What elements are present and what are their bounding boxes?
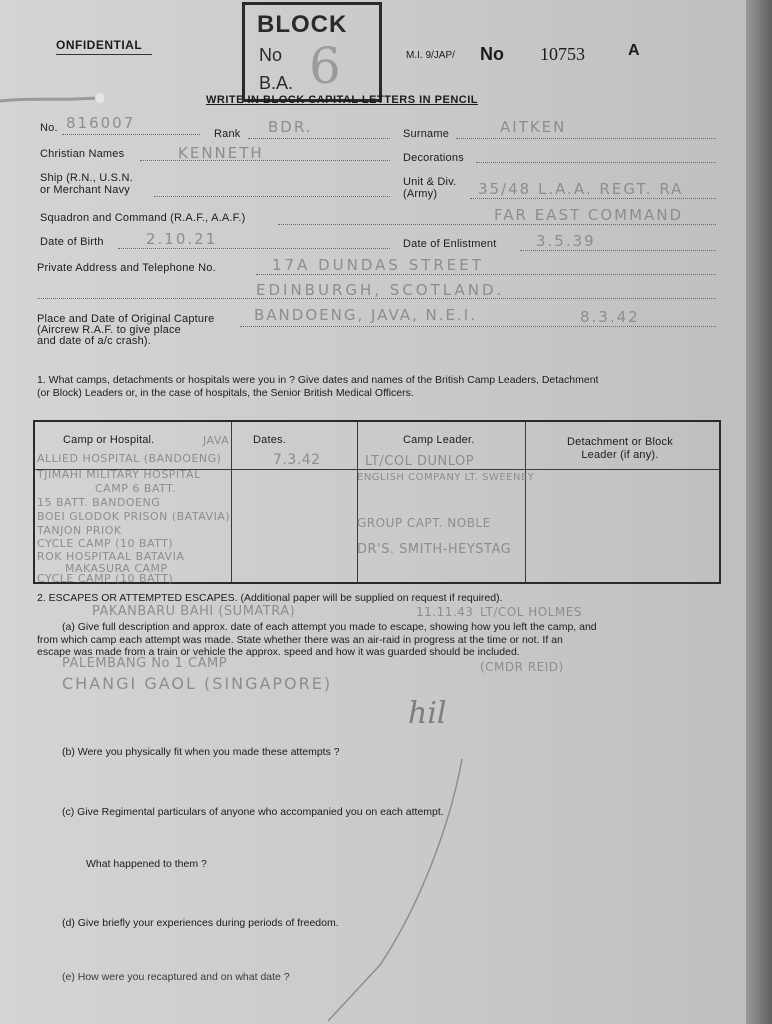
question-1-line-2: (or Block) Leaders or, in the case of hospitals, the Senior British Medical Officers. — [37, 387, 414, 399]
escape-date: 11.11.43 — [416, 605, 474, 619]
stamp-no: No — [259, 45, 283, 65]
camp-entry: TANJON PRIOK — [37, 524, 122, 537]
leader-entry: DR'S. SMITH-HEYSTAG — [357, 542, 512, 557]
mi-reference: M.I. 9/JAP/ — [406, 50, 455, 61]
question-2c-followup: What happened to them ? — [86, 858, 207, 870]
escape-leader: LT/COL HOLMES — [480, 605, 582, 619]
question-2c: (c) Give Regimental particulars of anyone who accompanied you on each attempt. — [62, 806, 444, 818]
squadron-label: Squadron and Command (R.A.F., A.A.F.) — [40, 212, 246, 224]
christian-names-value: KENNETH — [178, 144, 264, 162]
command-value: FAR EAST COMMAND — [494, 206, 684, 224]
capture-date: 8.3.42 — [580, 308, 640, 326]
header-camp: Camp or Hospital. — [63, 434, 155, 446]
christian-names-label: Christian Names — [40, 148, 125, 160]
no-label: No. — [40, 122, 58, 134]
ship-label: Ship (R.N., U.S.N. or Merchant Navy — [40, 172, 133, 196]
dob-label: Date of Birth — [40, 236, 104, 248]
page-edge — [746, 0, 772, 1024]
escape-camp-1: PAKANBARU BAHI (SUMATRA) — [92, 604, 296, 619]
address-line-2: EDINBURGH, SCOTLAND. — [256, 281, 505, 299]
camp-entry: 15 BATT. BANDOENG — [37, 496, 161, 509]
address-label: Private Address and Telephone No. — [37, 262, 216, 274]
question-2b: (b) Were you physically fit when you made these attempts ? — [62, 746, 340, 758]
enlistment-label: Date of Enlistment — [403, 238, 497, 250]
decorations-label: Decorations — [403, 152, 464, 164]
unit-value: 35/48 L.A.A. REGT. RA — [478, 180, 684, 198]
number-sign: No — [480, 44, 504, 64]
question-2a-line-3: escape was made from a train or vehicle the approx. speed and how it was guarded should be included. — [37, 646, 520, 658]
question-2a-line-2: from which camp each attempt was made. State whether there was an air-raid in progress at the time or not. If an — [37, 634, 563, 646]
document-suffix: A — [628, 42, 640, 59]
camp-entry: BOEI GLODOK PRISON (BATAVIA) — [37, 510, 231, 523]
capture-label: Place and Date of Original Capture (Aircrew R.A.F. to give place and date of a/c crash). — [37, 313, 215, 347]
leader-entry: GROUP CAPT. NOBLE — [357, 516, 491, 530]
rank-value: BDR. — [268, 118, 313, 136]
camp-entry: CYCLE CAMP (10 BATT) — [37, 572, 174, 585]
service-number: 816007 — [66, 114, 136, 132]
camps-table — [33, 420, 721, 584]
camp-entry: ALLIED HOSPITAL (BANDOENG) — [37, 452, 222, 465]
escape-camp-2: PALEMBANG No 1 CAMP — [62, 656, 228, 671]
capture-place: BANDOENG, JAVA, N.E.I. — [254, 306, 477, 324]
stamp-ba: B.A. — [259, 73, 294, 93]
confidential-label: ONFIDENTIAL — [56, 38, 143, 52]
camp-entry: ROK HOSPITAAL BATAVIA — [37, 550, 185, 563]
java-note: JAVA — [203, 434, 230, 447]
surname-value: AITKEN — [500, 118, 567, 136]
string-tie — [0, 92, 104, 106]
header-dates: Dates. — [253, 434, 286, 446]
surname-label: Surname — [403, 128, 450, 140]
camp-entry: CYCLE CAMP (10 BATT) — [37, 537, 174, 550]
block-stamp — [242, 2, 382, 102]
header-detachment: Detachment or Block Leader (if any). — [567, 436, 673, 461]
question-2-title: 2. ESCAPES OR ATTEMPTED ESCAPES. (Additional paper will be supplied on request if required). — [37, 592, 503, 604]
date-entry: 7.3.42 — [273, 452, 321, 468]
camp-entry: MAKASURA CAMP — [65, 562, 168, 575]
escape-camp-3: CHANGI GAOL (SINGAPORE) — [62, 674, 333, 693]
instruction-heading: WRITE IN BLOCK CAPITAL LETTERS IN PENCIL — [206, 94, 478, 106]
question-1-line-1: 1. What camps, detachments or hospitals were you in ? Give dates and names of the British Camp Leaders, Detachment — [37, 374, 599, 386]
pencil-stroke — [320, 755, 470, 1024]
dob-value: 2.10.21 — [146, 230, 218, 248]
stamp-block-number: 6 — [309, 37, 341, 95]
nil-answer: hil — [408, 696, 447, 731]
address-line-1: 17A DUNDAS STREET — [272, 256, 484, 274]
question-2a-line-1: (a) Give full description and approx. date of each attempt you made to escape, showing how you left the camp, and — [62, 621, 597, 633]
leader-entry: LT/COL DUNLOP — [365, 454, 475, 469]
question-2e: (e) How were you recaptured and on what date ? — [62, 971, 290, 983]
document-number: 10753 — [540, 44, 585, 64]
leader-entry: ENGLISH COMPANY LT. SWEENEY — [357, 472, 535, 483]
camp-entry: TJIMAHI MILITARY HOSPITAL — [37, 468, 201, 481]
enlistment-value: 3.5.39 — [536, 232, 596, 250]
camp-entry: CAMP 6 BATT. — [95, 482, 176, 495]
stamp-block: BLOCK — [257, 11, 348, 38]
question-2d: (d) Give briefly your experiences during periods of freedom. — [62, 917, 339, 929]
escape-leader-2: (CMDR REID) — [480, 660, 564, 674]
unit-label: Unit & Div. (Army) — [403, 176, 457, 200]
header-camp-leader: Camp Leader. — [403, 434, 475, 446]
rank-label: Rank — [214, 128, 241, 140]
